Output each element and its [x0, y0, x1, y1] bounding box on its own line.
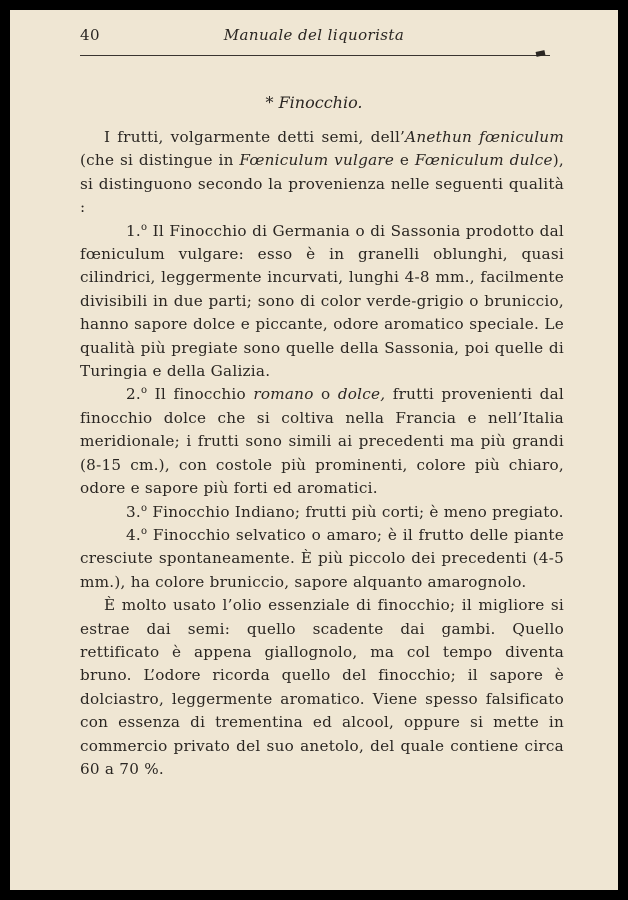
running-title: Manuale del liquorista: [223, 26, 405, 44]
intro-paragraph: [80, 126, 564, 220]
item-1-paragraph: [80, 220, 564, 384]
intro-term-vulgare: Fœniculum vulgare: [239, 151, 395, 170]
item-1-ordinal: o: [141, 221, 148, 233]
item-3-ordinal: o: [141, 502, 148, 514]
body-text: [80, 126, 564, 781]
intro-text-1: I frutti, volgarmente detti semi, dell’: [104, 128, 406, 146]
item-2-text-1: Il finocchio: [147, 385, 254, 404]
section-title: [10, 93, 618, 112]
intro-text-3: e: [394, 151, 415, 170]
item-4-paragraph: [80, 524, 564, 594]
intro-text-4: ), si distinguono secondo la provenienza nelle seguenti qualità :: [80, 151, 564, 217]
closing-paragraph: È molto usato l’olio essenziale di finocchio; il migliore si estrae dai semi: quello scadente dai gambi. Quello rettificato è appena giallognolo, ma col tempo diventa bruno. L’odore ricorda quello del finocchio; il sapore è dolciastro, leggermente aromatico. Viene spesso falsificato con essenza di trementina ed alcool, oppure si mette in commercio privato del suo anetolo, del quale contiene circa 60 a 70 %.: [80, 596, 564, 778]
item-2-number: 2.: [126, 385, 141, 404]
item-3-number: 3.: [126, 502, 141, 521]
header-rule: [80, 55, 550, 56]
item-3-text: Finocchio Indiano; frutti più corti; è meno pregiato.: [147, 502, 564, 521]
intro-term-anethum: Anethun fœniculum: [405, 128, 564, 146]
item-2-term-romano: romano: [253, 385, 314, 404]
page-header: [10, 26, 618, 50]
item-2-paragraph: [80, 383, 564, 500]
item-1-text: Il Finocchio di Germania o di Sassonia prodotto dal fœniculum vulgare: esso è in granelli oblunghi, quasi cilindrici, leggermente incurvati, lunghi 4-8 mm., facilmente divisibili in due parti; sono di color verde-grigio o bruniccio, hanno sapore dolce e piccante, odore aromatico speciale. Le qualità più pregiate sono quelle della Sassonia, poi quelle di Turingia e della Galizia.: [80, 221, 564, 381]
item-2-text-3: frutti provenienti dal finocchio dolce che si coltiva nella Francia e nell’Italia meridionale; i frutti sono simili ai precedenti ma più grandi (8-15 cm.), con costole più prominenti, colore più chiaro, odore e sapore più forti ed aromatici.: [80, 385, 564, 498]
item-4-number: 4.: [126, 525, 141, 544]
book-page: [10, 10, 618, 890]
item-2-text-2: o: [313, 385, 338, 404]
item-4-ordinal: o: [141, 525, 148, 537]
page-number: 40: [80, 26, 101, 44]
item-4-text: Finocchio selvatico o amaro; è il frutto delle piante cresciute spontaneamente. È più piccolo dei precedenti (4-5 mm.), ha colore bruniccio, sapore alquanto amarognolo.: [80, 525, 564, 591]
item-2-term-dolce: dolce,: [337, 385, 386, 404]
intro-term-dulce: Fœniculum dulce: [414, 151, 553, 170]
intro-text-2: (che si distingue in: [80, 151, 240, 170]
item-1-number: 1.: [126, 221, 141, 240]
section-name: Finocchio.: [278, 93, 363, 112]
item-3-paragraph: [80, 501, 564, 524]
item-2-ordinal: o: [141, 385, 148, 397]
section-marker: *: [265, 93, 274, 112]
